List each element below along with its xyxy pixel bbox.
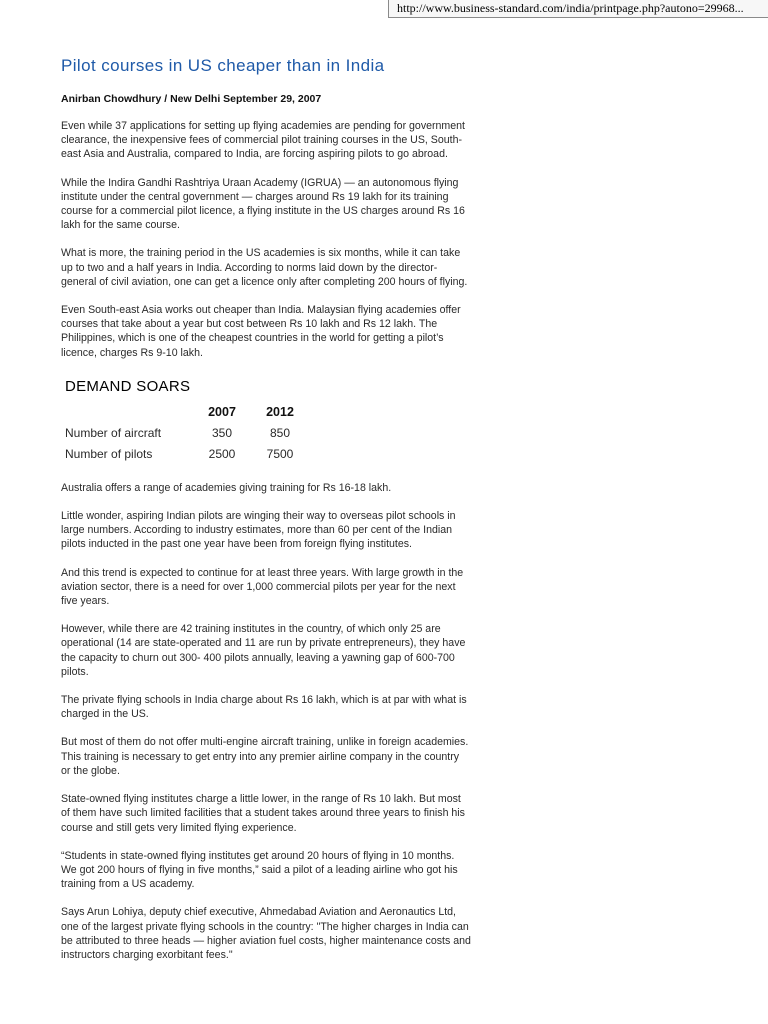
article-paragraph: State-owned flying institutes charge a little lower, in the range of Rs 10 lakh. But most of them have such limited facilities that a student takes around three years to finish his course and still gets very limited flying experience. bbox=[61, 793, 465, 834]
print-url: http://www.business-standard.com/india/printpage.php?autono=29968... bbox=[388, 0, 768, 18]
demand-row-label: Number of pilots bbox=[65, 447, 153, 462]
demand-table-row bbox=[61, 444, 309, 465]
demand-column-header: 2012 bbox=[266, 404, 294, 419]
article-paragraph: Even South-east Asia works out cheaper than India. Malaysian flying academies offer courses that take about a year but cost between Rs 10 lakh and Rs 12 lakh. The Philippines, which is one of the cheapest countries in the world for getting a pilot’s licence, charges Rs 9-10 lakh. bbox=[61, 304, 461, 359]
demand-row-value: 850 bbox=[269, 426, 291, 441]
article-paragraph: But most of them do not offer multi-engine aircraft training, unlike in foreign academies. This training is necessary to get entry into any premier airline company in the country or the globe. bbox=[61, 736, 469, 777]
byline: Anirban Chowdhury / New Delhi September 29, 2007 bbox=[61, 93, 322, 105]
article-paragraph: Says Arun Lohiya, deputy chief executive, Ahmedabad Aviation and Aeronautics Ltd, one of the largest private flying schools in the country: "The higher charges in India can be attributed to three heads — higher aviation fuel costs, higher maintenance costs and instructors charging exorbitant fees." bbox=[61, 906, 471, 961]
article-paragraph: However, while there are 42 training institutes in the country, of which only 25 are operational (14 are state-operated and 11 are run by private entrepreneurs), they have the capacity to churn out 300- 400 pilots annually, leaving a yawning gap of 600-700 pilots. bbox=[61, 623, 466, 678]
demand-row-value: 7500 bbox=[266, 447, 294, 462]
demand-row-value: 2500 bbox=[208, 447, 236, 462]
article-paragraph: Even while 37 applications for setting up flying academies are pending for government clearance, the inexpensive fees of commercial pilot training courses in the US, South-east Asia and Australia, compared to India, are forcing aspiring pilots to go abroad. bbox=[61, 120, 465, 161]
demand-table bbox=[61, 401, 309, 465]
demand-row-label: Number of aircraft bbox=[65, 426, 162, 441]
article-paragraph: Australia offers a range of academies giving training for Rs 16-18 lakh. bbox=[61, 481, 392, 494]
article-paragraph: While the Indira Gandhi Rashtriya Uraan Academy (IGRUA) — an autonomous flying institute under the central government — charges around Rs 19 lakh for its training course for a commercial pilot licence, a flying institute in the US charges around Rs 16 lakh for the same course. bbox=[61, 176, 465, 232]
demand-table-corner bbox=[61, 401, 193, 423]
article-paragraph: What is more, the training period in the US academies is six months, while it can take up to two and a half years in India. According to norms laid down by the director-general of civil aviation, one can get a licence only after completing 200 hours of flying. bbox=[61, 247, 468, 288]
demand-row-value: 350 bbox=[211, 426, 233, 441]
article-paragraph: And this trend is expected to continue for at least three years. With large growth in the aviation sector, there is a need for over 1,000 commercial pilots per year for the next five years. bbox=[61, 566, 464, 608]
demand-column-header: 2007 bbox=[208, 404, 236, 419]
article bbox=[61, 54, 471, 962]
headline: Pilot courses in US cheaper than in India bbox=[61, 56, 385, 75]
article-paragraph: Little wonder, aspiring Indian pilots are winging their way to overseas pilot schools in large numbers. According to industry estimates, more than 60 per cent of the Indian pilots inducted in the past one year have been from foreign flying institutes. bbox=[61, 510, 456, 551]
article-paragraph: The private flying schools in India charge about Rs 16 lakh, which is at par with what is charged in the US. bbox=[61, 694, 467, 721]
demand-table-row bbox=[61, 423, 309, 444]
demand-box-title: DEMAND SOARS bbox=[65, 377, 191, 395]
demand-table-header bbox=[61, 401, 309, 423]
article-paragraph: “Students in state-owned flying institutes get around 20 hours of flying in 10 months. We got 200 hours of flying in five months,” said a pilot of a leading airline who got his training from a US academy. bbox=[61, 849, 458, 891]
demand-soars-box bbox=[61, 377, 471, 465]
